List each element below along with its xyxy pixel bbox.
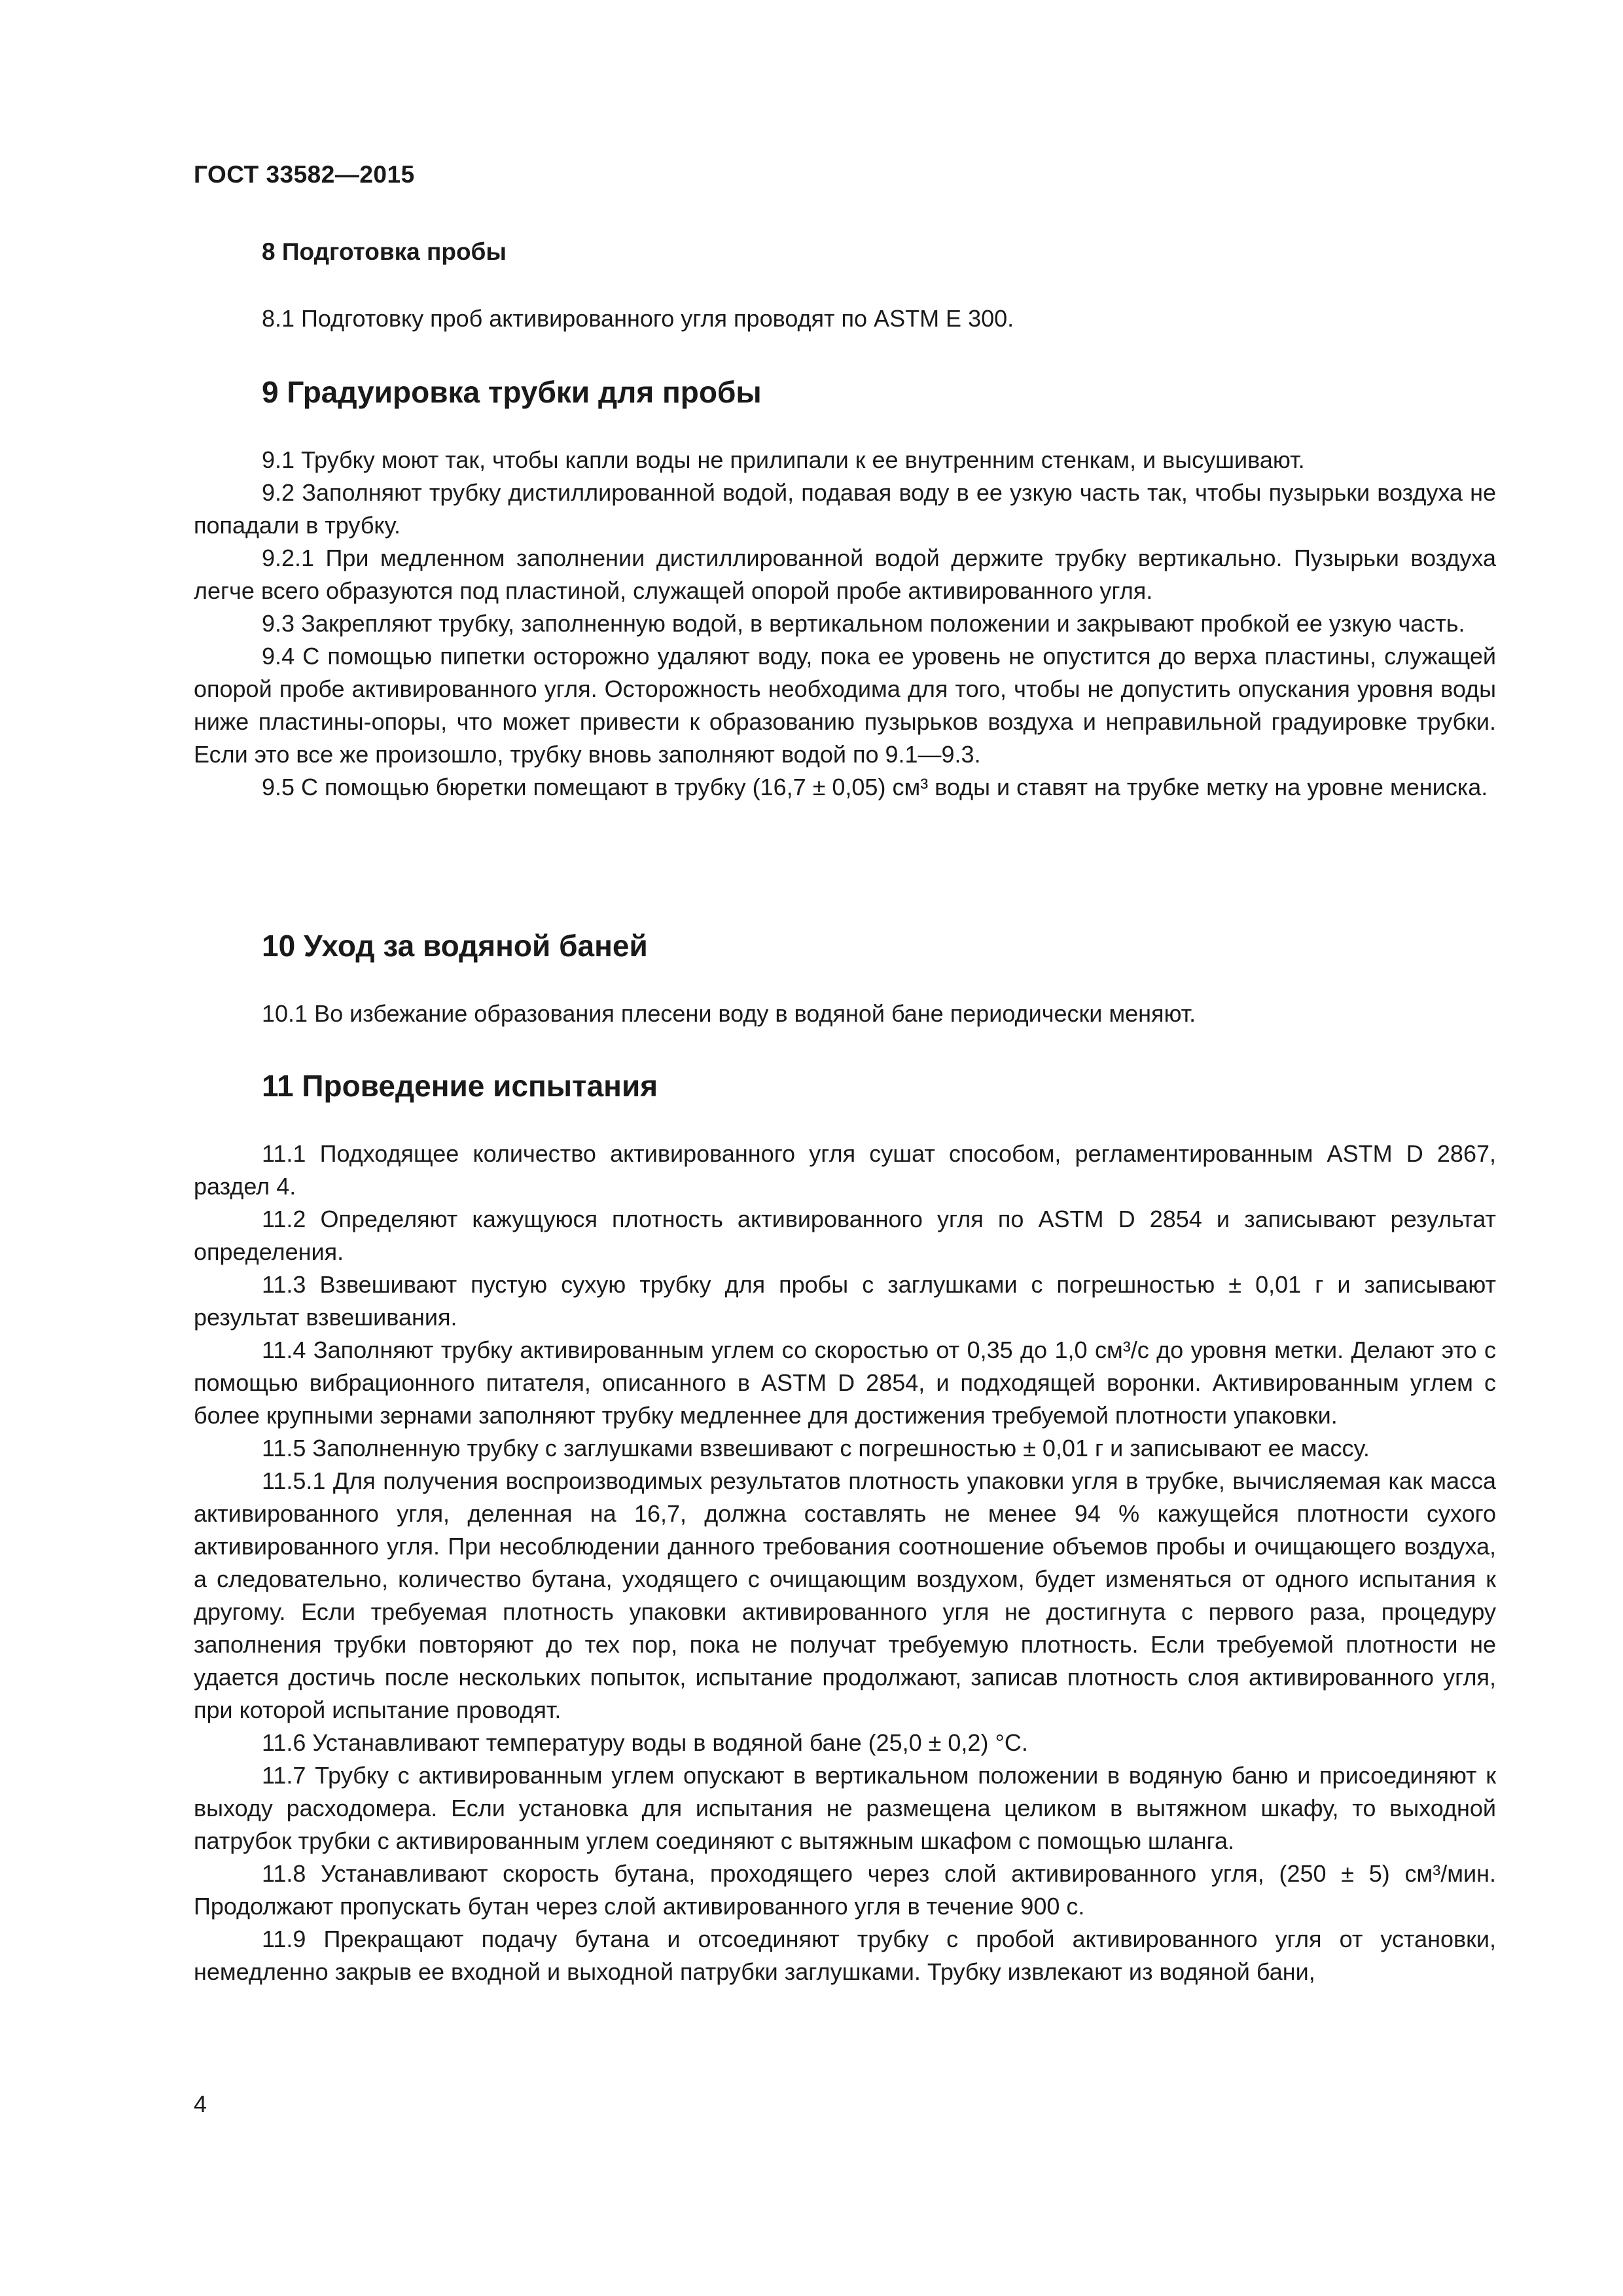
paragraph-9-3: 9.3 Закрепляют трубку, заполненную водой, в вертикальном положении и закрывают пробкой ее узкую часть. xyxy=(262,610,1465,637)
paragraph-9-2: 9.2 Заполняют трубку дистиллированной водой, подавая воду в ее узкую часть так, чтобы пузырьки воздуха не попадали в трубку. xyxy=(194,479,1496,539)
paragraph-11-5: 11.5 Заполненную трубку с заглушками взвешивают с погрешностью ± 0,01 г и записывают ее массу. xyxy=(262,1435,1370,1462)
paragraph-9-4: 9.4 С помощью пипетки осторожно удаляют воду, пока ее уровень не опустится до верха пластины, служащей опорой пробе активированного угля. Осторожность необходима для того, чтобы не допустить опускания уровня воды ниже пластины-опоры, что может привести к образованию пузырьков воздуха и неправильной градуировке трубки. Если это все же произошло, трубку вновь заполняют водой по 9.1—9.3. xyxy=(194,643,1496,768)
section-10-body xyxy=(194,997,1496,1030)
section-heading-8: 8 Подготовка пробы xyxy=(262,238,507,265)
paragraph-11-5-1: 11.5.1 Для получения воспроизводимых результатов плотность упаковки угля в трубке, вычисляемая как масса активированного угля, деленная на 16,7, должна составлять не менее 94 % кажущейся плотности сухого активированного угля. При несоблюдении данного требования соотношение объемов пробы и очищающего воздуха, а следовательно, количество бутана, уходящего с очищающим воздухом, будет изменяться от одного испытания к другому. Если требуемая плотность упаковки активированного угля не достигнута с первого раза, процедуру заполнения трубки повторяют до тех пор, пока не получат требуемую плотность. Если требуемой плотности не удается достичь после нескольких попыток, испытание продолжают, записав плотность слоя активированного угля, при которой испытание проводят. xyxy=(194,1467,1496,1723)
section-heading-11: 11 Проведение испытания xyxy=(262,1069,658,1103)
paragraph-11-6: 11.6 Устанавливают температуру воды в водяной бане (25,0 ± 0,2) °С. xyxy=(262,1729,1028,1756)
page-number: 4 xyxy=(194,2090,207,2117)
document-header: ГОСТ 33582—2015 xyxy=(194,161,415,188)
paragraph-9-5: 9.5 С помощью бюретки помещают в трубку (16,7 ± 0,05) см³ воды и ставят на трубке метку на уровне мениска. xyxy=(262,774,1488,800)
paragraph-8-1: 8.1 Подготовку проб активированного угля проводят по ASTM E 300. xyxy=(262,305,1014,332)
paragraph-10-1: 10.1 Во избежание образования плесени воду в водяной бане периодически меняют. xyxy=(262,1000,1196,1027)
paragraph-9-1: 9.1 Трубку моют так, чтобы капли воды не прилипали к ее внутренним стенкам, и высушивают. xyxy=(262,446,1305,473)
section-heading-10: 10 Уход за водяной баней xyxy=(262,929,648,963)
paragraph-11-7: 11.7 Трубку с активированным углем опускают в вертикальном положении в водяную баню и присоединяют к выходу расходомера. Если установка для испытания не размещена целиком в вытяжном шкафу, то выходной патрубок трубки с активированным углем соединяют с вытяжным шкафом с помощью шланга. xyxy=(194,1762,1496,1854)
paragraph-11-3: 11.3 Взвешивают пустую сухую трубку для пробы с заглушками с погрешностью ± 0,01 г и записывают результат взвешивания. xyxy=(194,1271,1496,1331)
paragraph-9-2-1: 9.2.1 При медленном заполнении дистиллированной водой держите трубку вертикально. Пузырьки воздуха легче всего образуются под пластиной, служащей опорой пробе активированного угля. xyxy=(194,545,1496,604)
section-9-body xyxy=(194,444,1496,804)
paragraph-11-8: 11.8 Устанавливают скорость бутана, проходящего через слой активированного угля, (250 ± 5) см³/мин. Продолжают пропускать бутан через слой активированного угля в течение 900 с. xyxy=(194,1860,1496,1920)
paragraph-11-1: 11.1 Подходящее количество активированного угля сушат способом, регламентированным ASTM D 2867, раздел 4. xyxy=(194,1140,1496,1200)
paragraph-11-2: 11.2 Определяют кажущуюся плотность активированного угля по ASTM D 2854 и записывают результат определения. xyxy=(194,1206,1496,1265)
paragraph-11-4: 11.4 Заполняют трубку активированным углем со скоростью от 0,35 до 1,0 см³/с до уровня метки. Делают это с помощью вибрационного питателя, описанного в ASTM D 2854, и подходящей воронки. Активированным углем с более крупными зернами заполняют трубку медленнее для достижения требуемой плотности упаковки. xyxy=(194,1336,1496,1429)
paragraph-11-9: 11.9 Прекращают подачу бутана и отсоединяют трубку с пробой активированного угля от установки, немедленно закрыв ее входной и выходной патрубки заглушками. Трубку извлекают из водяной бани, xyxy=(194,1926,1496,1985)
section-heading-9: 9 Градуировка трубки для пробы xyxy=(262,375,762,409)
section-11-body xyxy=(194,1138,1496,1988)
section-8-body xyxy=(194,302,1496,335)
